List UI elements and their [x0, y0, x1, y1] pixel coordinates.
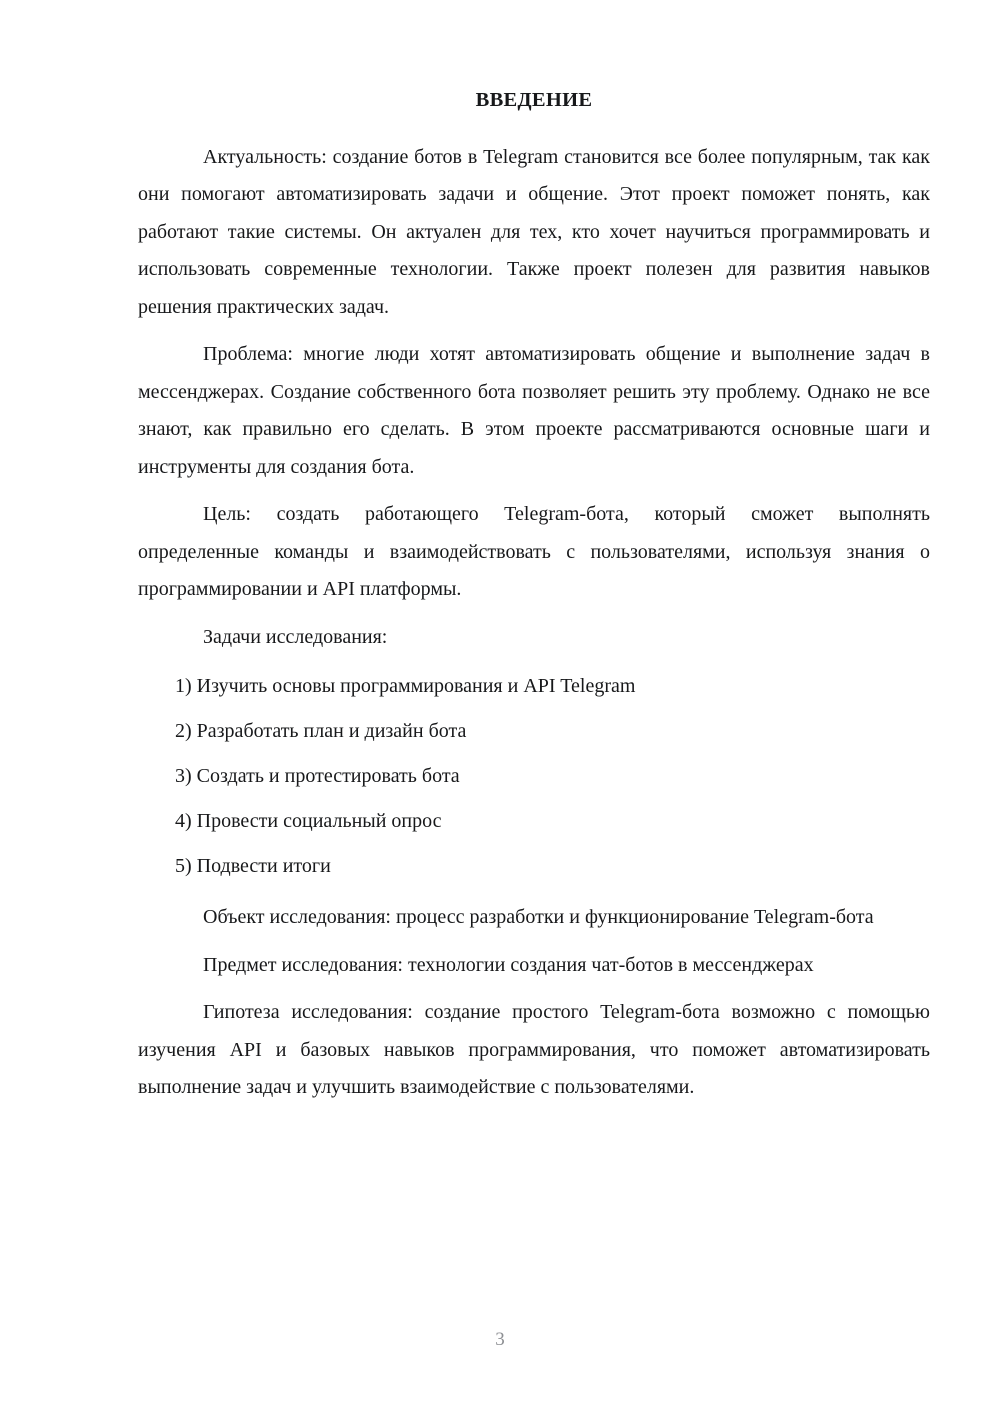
page-title: ВВЕДЕНИЕ — [475, 89, 593, 111]
paragraph-object: Объект исследования: процесс разработки и функционирование Telegram-бота — [203, 906, 874, 929]
page-content — [138, 88, 930, 1107]
paragraph-relevance: Актуальность: создание ботов в Telegram становится все более популярным, так как они помогают автоматизировать задачи и общение. Этот проект поможет понять, как работают такие системы. Он актуален для тех, кто хочет научиться программировать и использовать современные технологии. Также проект полезен для развития навыков решения практических задач. — [138, 145, 930, 318]
paragraph-hypothesis: Гипотеза исследования: создание простого Telegram-бота возможно с помощью изучения API и базовых навыков программирования, что поможет автоматизировать выполнение задач и улучшить взаимодействие с пользователями. — [138, 1001, 930, 1099]
list-item: 1) Изучить основы программирования и API Telegram — [175, 675, 636, 698]
paragraph-problem: Проблема: многие люди хотят автоматизировать общение и выполнение задач в мессенджерах. Создание собственного бота позволяет решить эту проблему. Однако не все знают, как правильно его сделать. В этом проекте рассматриваются основные шаги и инструменты для создания бота. — [138, 343, 930, 478]
list-item: 2) Разработать план и дизайн бота — [175, 720, 467, 743]
list-item: 5) Подвести итоги — [175, 855, 331, 878]
tasks-heading: Задачи исследования: — [203, 625, 388, 648]
list-item: 3) Создать и протестировать бота — [175, 765, 460, 788]
page-number: 3 — [495, 1329, 505, 1350]
list-item: 4) Провести социальный опрос — [175, 810, 442, 833]
research-tasks-list — [138, 664, 930, 889]
paragraph-goal: Цель: создать работающего Telegram-бота, который сможет выполнять определенные команды и взаимодействовать с пользователями, используя знания о программировании и API платформы. — [138, 503, 930, 601]
paragraph-subject: Предмет исследования: технологии создания чат-ботов в мессенджерах — [203, 953, 814, 976]
